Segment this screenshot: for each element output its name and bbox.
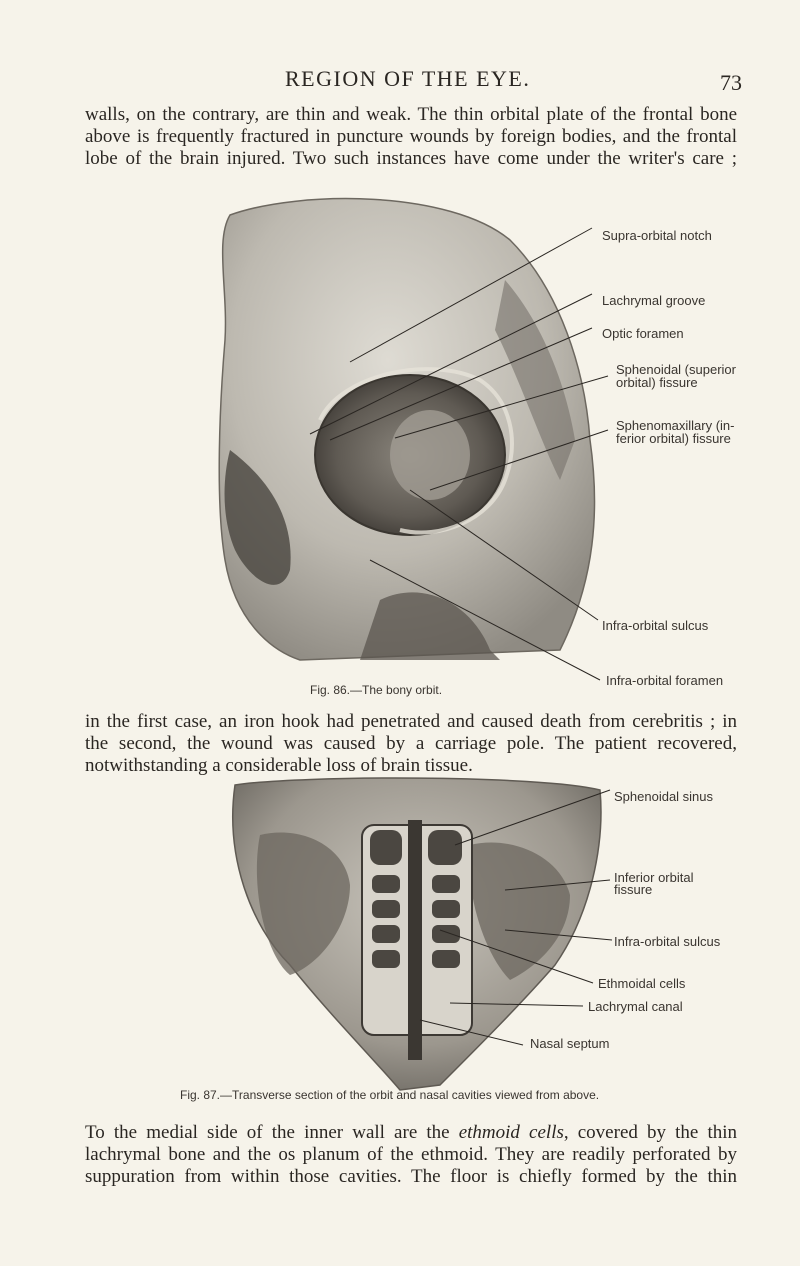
ethmoid-cell — [428, 830, 462, 865]
figure-86 — [0, 180, 800, 700]
label-ethmoidal-cells: Ethmoidal cells — [598, 976, 686, 991]
figure-87 — [0, 765, 800, 1105]
label-optic-foramen: Optic foramen — [602, 326, 684, 341]
page-header — [0, 66, 800, 96]
text-line: the second, the wound was caused by a carriage pole. The patient recovered, — [85, 733, 737, 754]
text-run: To the medial side of the inner wall are the — [85, 1122, 459, 1143]
label-supraorbital-notch: Supra-orbital notch — [602, 228, 712, 243]
ethmoid-cell — [372, 925, 400, 943]
text-run: , covered by the thin — [563, 1122, 738, 1143]
text-line: in the first case, an iron hook had penetrated and caused death from cerebritis ; in — [85, 711, 737, 732]
label-inferior-orbital-fissure: Inferior orbital — [614, 870, 694, 885]
text-line — [85, 1122, 737, 1144]
emphasis-ethmoid-cells: ethmoid cells — [458, 1122, 564, 1143]
orbit-section-illustration — [0, 765, 800, 1105]
bony-orbit-illustration — [0, 180, 800, 700]
label-lachrymal-canal: Lachrymal canal — [588, 999, 683, 1014]
paragraph-1 — [85, 104, 737, 170]
text-line: above is frequently fractured in puncture wounds by foreign bodies, and the frontal — [85, 126, 737, 147]
label-infraorbital-sulcus: Infra-orbital sulcus — [602, 618, 709, 633]
ethmoid-cell — [432, 950, 460, 968]
label-nasal-septum: Nasal septum — [530, 1036, 610, 1051]
running-head: REGION OF THE EYE. — [285, 66, 531, 91]
page-number: 73 — [720, 70, 742, 95]
label-lachrymal-groove: Lachrymal groove — [602, 293, 706, 308]
paragraph-3 — [85, 1122, 737, 1188]
label-sphenomaxillary-fissure-cont: ferior orbital) fissure — [616, 431, 731, 446]
label-sphenoidal-fissure: Sphenoidal (superior — [616, 362, 736, 377]
label-infraorbital-foramen: Infra-orbital foramen — [606, 673, 724, 688]
text-line: lobe of the brain injured. Two such instances have come under the writer's care ; — [85, 148, 737, 169]
label-infraorbital-sulcus: Infra-orbital sulcus — [614, 934, 721, 949]
ethmoid-cell — [432, 900, 460, 918]
text-line: walls, on the contrary, are thin and weak. The thin orbital plate of the frontal bone — [85, 104, 737, 125]
text-line: lachrymal bone and the os planum of the ethmoid. They are readily perforated by — [85, 1144, 737, 1165]
label-inferior-orbital-fissure-cont: fissure — [614, 882, 653, 897]
ethmoid-cell — [372, 875, 400, 893]
text-line: notwithstanding a considerable loss of brain tissue. — [85, 755, 473, 776]
label-sphenomaxillary-fissure: Sphenomaxillary (in- — [616, 418, 735, 433]
figure-86-caption: Fig. 86.—The bony orbit. — [310, 683, 443, 697]
ethmoid-cell — [432, 875, 460, 893]
ethmoid-cell — [372, 900, 400, 918]
nasal-septum-bar — [408, 820, 422, 1060]
label-sphenoidal-sinus: Sphenoidal sinus — [614, 789, 714, 804]
ethmoid-cell — [432, 925, 460, 943]
label-sphenoidal-fissure-cont: orbital) fissure — [616, 375, 698, 390]
ethmoid-cell — [372, 950, 400, 968]
figure-87-caption: Fig. 87.—Transverse section of the orbit and nasal cavities viewed from above. — [180, 1088, 600, 1102]
ethmoid-cell — [370, 830, 402, 865]
text-line: suppuration from within those cavities. The floor is chiefly formed by the thin — [85, 1166, 737, 1187]
optic-region — [390, 410, 470, 500]
